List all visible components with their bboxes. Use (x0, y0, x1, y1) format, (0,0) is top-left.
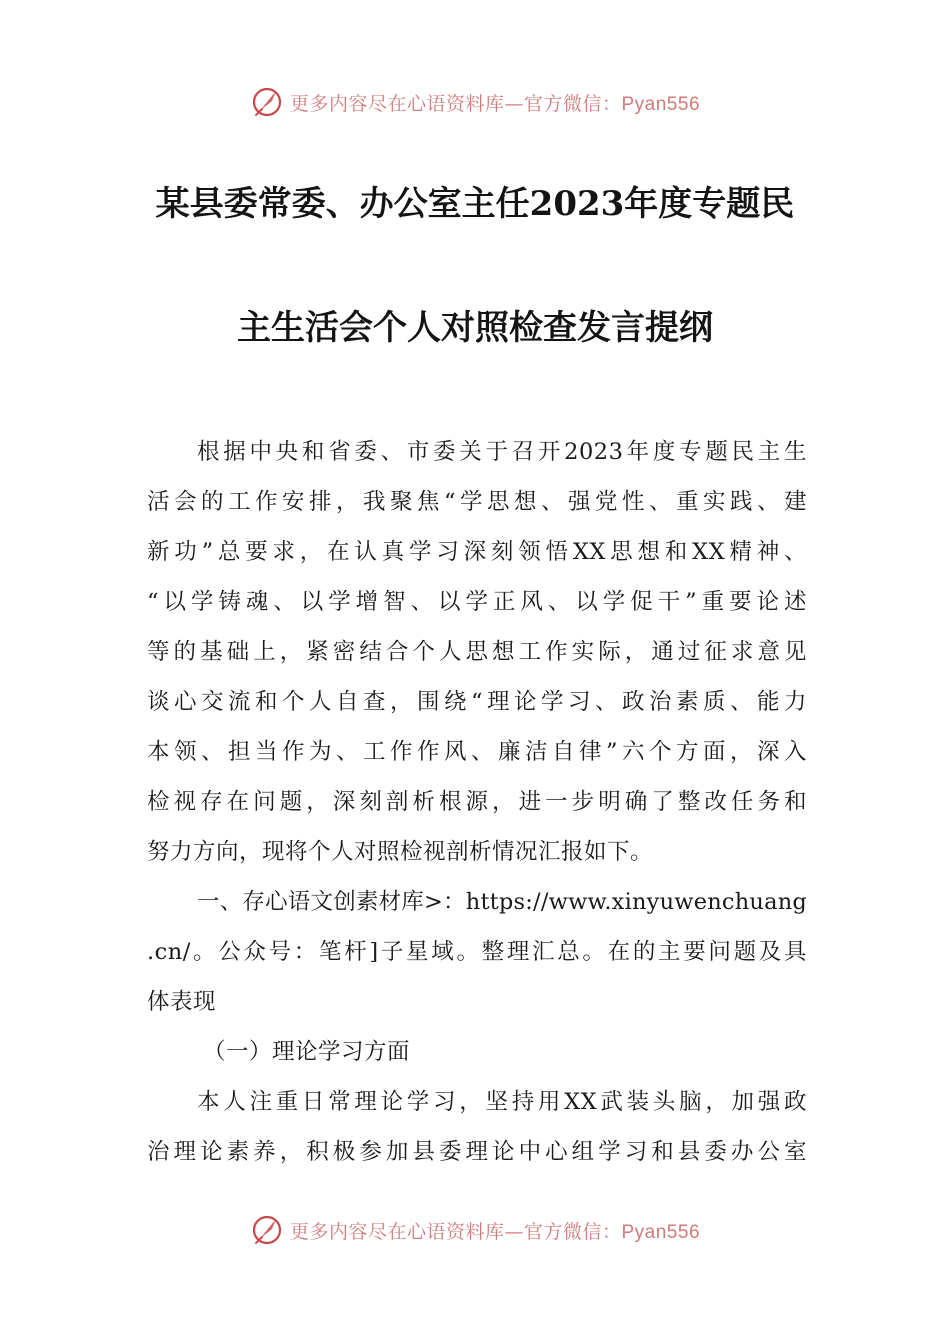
document-body (147, 427, 807, 1177)
watermark-content (250, 1213, 700, 1247)
body-line: 努力方向，现将个人对照检视剖析情况汇报如下。 (147, 839, 654, 865)
body-line: 等的基础上，紧密结合个人思想工作实际，通过征求意见 (147, 639, 807, 665)
watermark-id: Pyan556 (621, 93, 701, 115)
body-line: 谈心交流和个人自查，围绕“理论学习、政治素质、能力 (147, 689, 807, 715)
header-watermark (0, 82, 950, 122)
document-title-line-1: 某县委常委、办公室主任2023年度专题民 (155, 184, 795, 224)
watermark-id: Pyan556 (621, 1221, 701, 1243)
document-title-line-2: 主生活会个人对照检查发言提纲 (237, 308, 713, 348)
footer-watermark (0, 1210, 950, 1250)
quill-pen-circle-icon (250, 85, 284, 119)
body-line: 本领、担当作为、工作作风、廉洁自律”六个方面，深入 (147, 739, 807, 765)
watermark-label: 更多内容尽在心语资料库—官方微信： (289, 1220, 622, 1243)
watermark-label: 更多内容尽在心语资料库—官方微信： (289, 92, 622, 115)
watermark-text (290, 89, 700, 116)
body-line: 检视存在问题，深刻剖析根源，进一步明确了整改任务和 (147, 789, 807, 815)
body-line: 新功”总要求，在认真学习深刻领悟XX思想和XX精神、 (147, 539, 807, 565)
watermark-text (290, 1217, 700, 1244)
section-heading-line: 体表现 (147, 989, 217, 1015)
watermark-content (250, 85, 700, 119)
section-heading-line: 一、存心语文创素材库>：https://www.xinyuwenchuang (197, 889, 807, 915)
section-heading-line: .cn/。公众号：笔杆]子星域。整理汇总。在的主要问题及具 (147, 939, 807, 965)
body-line: 治理论素养，积极参加县委理论中心组学习和县委办公室 (147, 1139, 807, 1165)
body-line: 根据中央和省委、市委关于召开2023年度专题民主生 (197, 439, 807, 465)
quill-pen-circle-icon (250, 1213, 284, 1247)
body-line: 本人注重日常理论学习，坚持用XX武装头脑，加强政 (197, 1089, 807, 1115)
subsection-heading: （一）理论学习方面 (203, 1039, 411, 1065)
body-line: “以学铸魂、以学增智、以学正风、以学促干”重要论述 (147, 589, 807, 615)
body-line: 活会的工作安排，我聚焦“学思想、强党性、重实践、建 (147, 489, 807, 515)
